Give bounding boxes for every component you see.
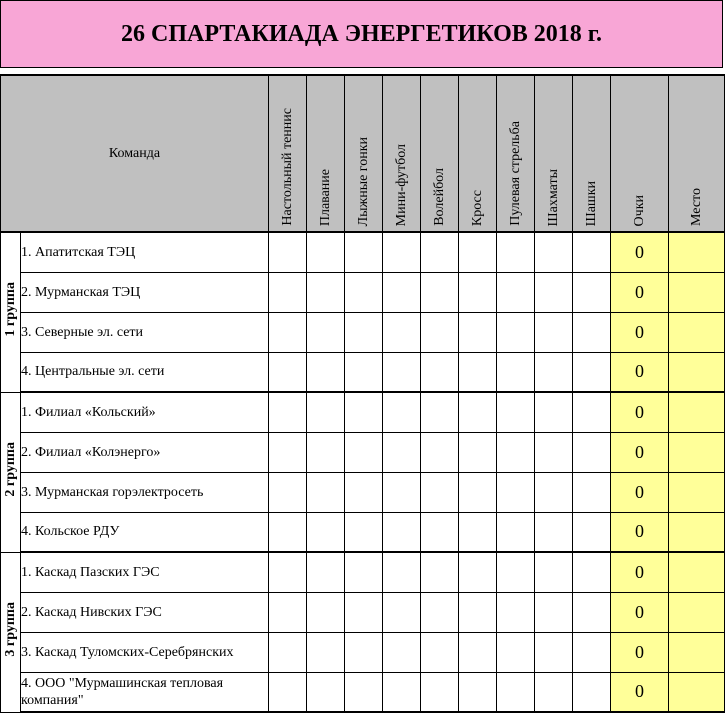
sport-score-cell[interactable] [345, 392, 383, 432]
sport-score-cell[interactable] [345, 232, 383, 272]
table-row [1, 632, 725, 672]
sport-header: Шахматы [535, 75, 573, 232]
team-name-cell[interactable]: 3. Северные эл. сети [21, 312, 269, 352]
sport-score-cell[interactable] [573, 312, 611, 352]
sport-score-cell[interactable] [269, 392, 307, 432]
header-row [1, 75, 725, 232]
sport-score-cell[interactable] [421, 272, 459, 312]
points-cell[interactable]: 0 [611, 352, 669, 392]
sport-score-cell[interactable] [459, 392, 497, 432]
sport-score-cell[interactable] [421, 432, 459, 472]
sport-score-cell[interactable] [573, 272, 611, 312]
sport-score-cell[interactable] [269, 552, 307, 592]
sport-score-cell[interactable] [573, 392, 611, 432]
sport-score-cell[interactable] [459, 472, 497, 512]
sport-score-cell[interactable] [459, 672, 497, 712]
sport-score-cell[interactable] [345, 552, 383, 592]
sport-score-cell[interactable] [459, 352, 497, 392]
sport-score-cell[interactable] [307, 472, 345, 512]
page-title: 26 СПАРТАКИАДА ЭНЕРГЕТИКОВ 2018 г. [0, 0, 723, 68]
sport-score-cell[interactable] [573, 232, 611, 272]
sport-score-cell[interactable] [421, 312, 459, 352]
sport-score-cell[interactable] [573, 672, 611, 712]
sport-score-cell[interactable] [421, 632, 459, 672]
sport-score-cell[interactable] [535, 272, 573, 312]
sport-score-cell[interactable] [307, 672, 345, 712]
sport-score-cell[interactable] [383, 512, 421, 552]
sport-score-cell[interactable] [383, 592, 421, 632]
sport-score-cell[interactable] [497, 432, 535, 472]
sport-score-cell[interactable] [535, 352, 573, 392]
sport-score-cell[interactable] [269, 312, 307, 352]
sport-score-cell[interactable] [269, 592, 307, 632]
points-cell[interactable]: 0 [611, 672, 669, 712]
place-cell[interactable] [669, 672, 725, 712]
table-row [1, 592, 725, 632]
sport-score-cell[interactable] [535, 512, 573, 552]
sport-header: Плавание [307, 75, 345, 232]
sport-score-cell[interactable] [459, 512, 497, 552]
sport-score-cell[interactable] [535, 632, 573, 672]
sport-score-cell[interactable] [345, 352, 383, 392]
sport-score-cell[interactable] [421, 392, 459, 432]
sport-score-cell[interactable] [307, 592, 345, 632]
table-row [1, 512, 725, 552]
sport-score-cell[interactable] [573, 592, 611, 632]
sport-score-cell[interactable] [421, 352, 459, 392]
team-name-cell[interactable]: 2. Каскад Нивских ГЭС [21, 592, 269, 632]
sport-score-cell[interactable] [573, 552, 611, 592]
team-name-cell[interactable]: 1. Филиал «Кольский» [21, 392, 269, 432]
sport-score-cell[interactable] [459, 232, 497, 272]
table-row [1, 392, 725, 432]
sport-score-cell[interactable] [307, 352, 345, 392]
team-name-cell[interactable]: 4. Центральные эл. сети [21, 352, 269, 392]
sport-header: Мини-футбол [383, 75, 421, 232]
points-cell[interactable]: 0 [611, 632, 669, 672]
sport-score-cell[interactable] [345, 312, 383, 352]
sport-score-cell[interactable] [535, 432, 573, 472]
sport-header: Шашки [573, 75, 611, 232]
sport-score-cell[interactable] [345, 432, 383, 472]
sport-score-cell[interactable] [383, 392, 421, 432]
sport-header: Пулевая стрельба [497, 75, 535, 232]
points-cell[interactable]: 0 [611, 312, 669, 352]
sport-score-cell[interactable] [497, 352, 535, 392]
sport-score-cell[interactable] [459, 432, 497, 472]
team-name-cell[interactable]: 4. Кольское РДУ [21, 512, 269, 552]
sport-score-cell[interactable] [497, 552, 535, 592]
sport-score-cell[interactable] [383, 352, 421, 392]
table-row [1, 432, 725, 472]
sport-score-cell[interactable] [459, 552, 497, 592]
sport-score-cell[interactable] [421, 472, 459, 512]
sport-score-cell[interactable] [535, 552, 573, 592]
sport-score-cell[interactable] [573, 512, 611, 552]
table-row [1, 472, 725, 512]
sport-score-cell[interactable] [497, 592, 535, 632]
table-row [1, 312, 725, 352]
sport-score-cell[interactable] [497, 512, 535, 552]
place-column-header: Место [669, 75, 725, 232]
sport-score-cell[interactable] [383, 312, 421, 352]
points-cell[interactable]: 0 [611, 432, 669, 472]
sport-score-cell[interactable] [269, 512, 307, 552]
place-cell[interactable] [669, 552, 725, 592]
sport-score-cell[interactable] [459, 272, 497, 312]
sport-score-cell[interactable] [383, 272, 421, 312]
team-name-cell[interactable]: 1. Апатитская ТЭЦ [21, 232, 269, 272]
place-cell[interactable] [669, 592, 725, 632]
sport-score-cell[interactable] [497, 672, 535, 712]
sport-score-cell[interactable] [269, 672, 307, 712]
team-name-cell[interactable]: 3. Каскад Туломских-Серебрянских [21, 632, 269, 672]
sport-score-cell[interactable] [269, 232, 307, 272]
place-cell[interactable] [669, 512, 725, 552]
place-cell[interactable] [669, 432, 725, 472]
points-cell[interactable]: 0 [611, 592, 669, 632]
sport-header: Лыжные гонки [345, 75, 383, 232]
sport-score-cell[interactable] [269, 632, 307, 672]
sport-score-cell[interactable] [459, 592, 497, 632]
team-name-cell[interactable]: 3. Мурманская горэлектросеть [21, 472, 269, 512]
group-label: 1 группа [1, 232, 21, 392]
sport-score-cell[interactable] [421, 512, 459, 552]
table-row [1, 672, 725, 712]
group-label: 3 группа [1, 552, 21, 712]
sport-header: Волейбол [421, 75, 459, 232]
sport-score-cell[interactable] [383, 672, 421, 712]
sport-score-cell[interactable] [535, 392, 573, 432]
sport-score-cell[interactable] [497, 312, 535, 352]
sport-score-cell[interactable] [307, 392, 345, 432]
sport-score-cell[interactable] [573, 432, 611, 472]
sport-score-cell[interactable] [307, 312, 345, 352]
sport-score-cell[interactable] [269, 352, 307, 392]
place-cell[interactable] [669, 272, 725, 312]
place-cell[interactable] [669, 232, 725, 272]
place-cell[interactable] [669, 352, 725, 392]
sport-score-cell[interactable] [269, 272, 307, 312]
sport-score-cell[interactable] [535, 472, 573, 512]
sport-score-cell[interactable] [307, 232, 345, 272]
results-table [0, 74, 725, 713]
sport-score-cell[interactable] [307, 512, 345, 552]
place-cell[interactable] [669, 312, 725, 352]
sport-score-cell[interactable] [535, 232, 573, 272]
sport-score-cell[interactable] [573, 472, 611, 512]
sport-score-cell[interactable] [497, 232, 535, 272]
points-cell[interactable]: 0 [611, 552, 669, 592]
sport-header: Кросс [459, 75, 497, 232]
group-label: 2 группа [1, 392, 21, 552]
points-cell[interactable]: 0 [611, 392, 669, 432]
sport-score-cell[interactable] [383, 472, 421, 512]
sport-score-cell[interactable] [383, 552, 421, 592]
sport-score-cell[interactable] [345, 632, 383, 672]
sport-score-cell[interactable] [345, 672, 383, 712]
sport-score-cell[interactable] [345, 272, 383, 312]
sport-score-cell[interactable] [307, 432, 345, 472]
points-cell[interactable]: 0 [611, 232, 669, 272]
points-cell[interactable]: 0 [611, 272, 669, 312]
sport-score-cell[interactable] [345, 592, 383, 632]
sport-score-cell[interactable] [383, 232, 421, 272]
points-cell[interactable]: 0 [611, 512, 669, 552]
sport-score-cell[interactable] [421, 592, 459, 632]
team-name-cell[interactable]: 4. ООО "Мурмашинская тепловая компания" [21, 672, 269, 712]
place-cell[interactable] [669, 392, 725, 432]
sport-score-cell[interactable] [383, 632, 421, 672]
sport-header: Настольный теннис [269, 75, 307, 232]
sport-score-cell[interactable] [535, 672, 573, 712]
team-name-cell[interactable]: 2. Филиал «Колэнерго» [21, 432, 269, 472]
team-column-header: Команда [1, 75, 269, 232]
sport-score-cell[interactable] [459, 632, 497, 672]
sport-score-cell[interactable] [497, 632, 535, 672]
place-cell[interactable] [669, 632, 725, 672]
table-row [1, 272, 725, 312]
team-name-cell[interactable]: 1. Каскад Пазских ГЭС [21, 552, 269, 592]
sport-score-cell[interactable] [345, 472, 383, 512]
team-name-cell[interactable]: 2. Мурманская ТЭЦ [21, 272, 269, 312]
sport-score-cell[interactable] [307, 552, 345, 592]
points-cell[interactable]: 0 [611, 472, 669, 512]
table-row [1, 352, 725, 392]
sport-score-cell[interactable] [573, 352, 611, 392]
sport-score-cell[interactable] [307, 272, 345, 312]
table-row [1, 232, 725, 272]
points-column-header: Очки [611, 75, 669, 232]
sport-score-cell[interactable] [269, 472, 307, 512]
sport-score-cell[interactable] [497, 472, 535, 512]
table-row [1, 552, 725, 592]
sport-score-cell[interactable] [535, 592, 573, 632]
sport-score-cell[interactable] [269, 432, 307, 472]
sport-score-cell[interactable] [459, 312, 497, 352]
sport-score-cell[interactable] [573, 632, 611, 672]
sport-score-cell[interactable] [421, 552, 459, 592]
sport-score-cell[interactable] [497, 272, 535, 312]
sport-score-cell[interactable] [497, 392, 535, 432]
sport-score-cell[interactable] [421, 672, 459, 712]
sport-score-cell[interactable] [345, 512, 383, 552]
sport-score-cell[interactable] [383, 432, 421, 472]
sport-score-cell[interactable] [421, 232, 459, 272]
sport-score-cell[interactable] [535, 312, 573, 352]
place-cell[interactable] [669, 472, 725, 512]
sport-score-cell[interactable] [307, 632, 345, 672]
